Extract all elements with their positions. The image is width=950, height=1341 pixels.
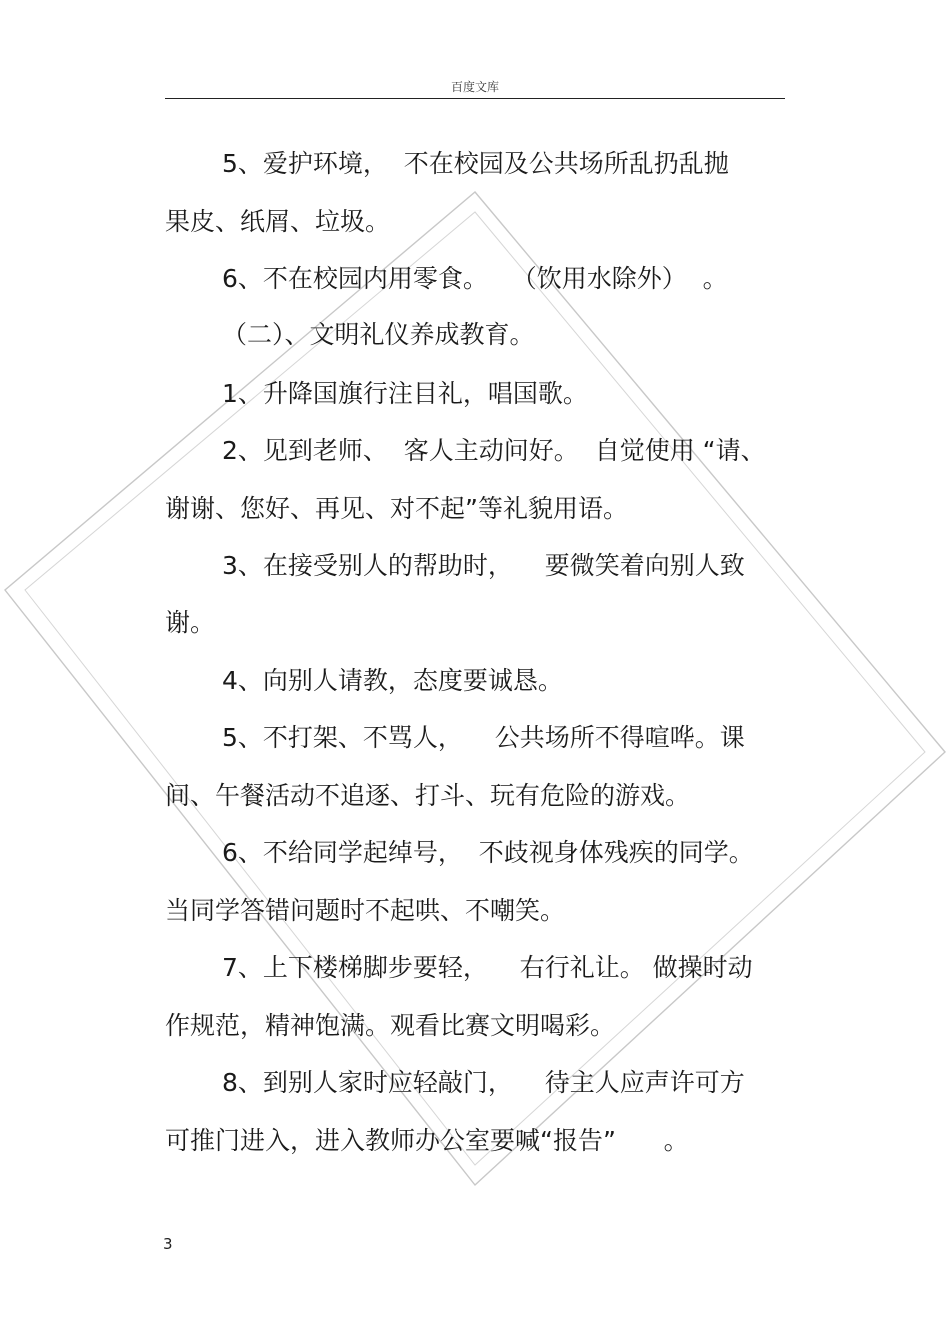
text-line: 可推门进入，进入教师办公室要喊“报告” 。 (165, 1126, 689, 1155)
text-line: 8、到别人家时应轻敲门， 待主人应声许可方 (222, 1068, 745, 1097)
text-line: 5、不打架、不骂人， 公共场所不得喧哗。课 (222, 723, 745, 752)
header-divider (165, 98, 785, 99)
text-line: 果皮、纸屑、垃圾。 (165, 207, 391, 236)
header-title: 百度文库 (450, 80, 499, 94)
text-line: 1、升降国旗行注目礼，唱国歌。 (222, 379, 588, 408)
text-line: 作规范，精神饱满。观看比赛文明喝彩。 (165, 1011, 616, 1040)
text-line: 谢。 (165, 608, 216, 637)
text-line: 6、不在校园内用零食。 （饮用水除外） 。 (222, 264, 728, 293)
page-number: 3 (163, 1235, 173, 1253)
text-line: （二）、文明礼仪养成教育。 (222, 320, 535, 349)
text-line: 3、在接受别人的帮助时， 要微笑着向别人致 (222, 551, 745, 580)
text-line: 7、上下楼梯脚步要轻， 右行礼让。 做操时动 (222, 953, 753, 982)
text-line: 谢谢、您好、再见、对不起”等礼貌用语。 (165, 494, 628, 523)
text-line: 4、向别人请教，态度要诚恳。 (222, 666, 563, 695)
text-line: 6、不给同学起绰号， 不歧视身体残疾的同学。 (222, 838, 754, 867)
text-line: 2、见到老师、 客人主动问好。 自觉使用 “请、 (222, 436, 766, 465)
text-line: 5、爱护环境， 不在校园及公共场所乱扔乱抛 (222, 149, 729, 178)
text-line: 当同学答错问题时不起哄、不嘲笑。 (165, 896, 566, 925)
text-line: 间、午餐活动不追逐、打斗、玩有危险的游戏。 (165, 781, 691, 810)
